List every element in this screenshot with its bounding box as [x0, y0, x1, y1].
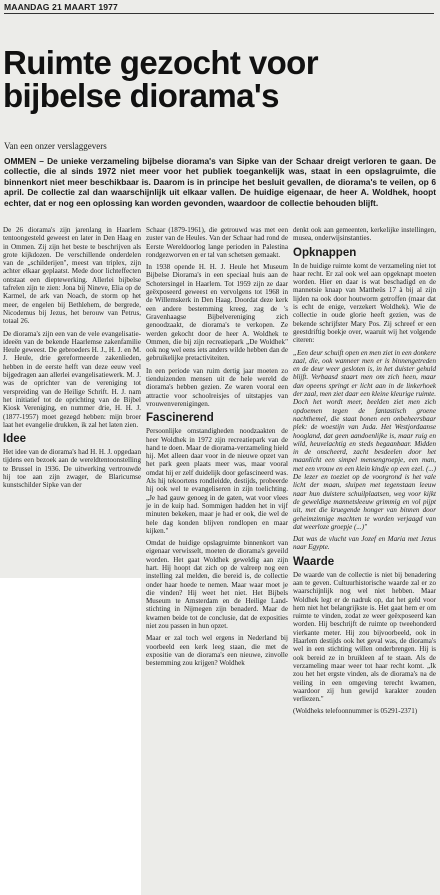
paragraph: De 26 diorama's zijn jarenlang in Haarlem tentoongesteld geweest en later in Den Haag en in Ommen. Zij zijn het beste te beschrijven als grote kijkdozen. De verschillende onderdelen van de „schilderijen", meest van triplex, zijn achter elkaar geplaatst. Mede door lichteffecten ontstaat een dieptewerking. Allerlei bijbelse tafrelen zijn te zien: Jona bij Nineve, Elia op de Karmel, de ark van Noach, de storm op het meer, de engelen bij Bethlehem, de bergrede, Nicodemus bij Jezus, het berouw van Petrus, totaal 26.	[3, 226, 141, 326]
subheading-idee: Idee	[3, 433, 27, 446]
dateline: MAANDAG 21 MAART 1977	[4, 2, 434, 14]
subheading-fascinerend: Fascinerend	[146, 412, 214, 425]
paragraph: Het idee van de diorama's had H. H. J. opgedaan tijdens een bezoek aan de wereldtentoonstelling te Brussel in 1936. De uitwerking vertrouwde hij toe aan zijn zwager, de Blaricumse kunstschilder Sipke van der	[3, 448, 141, 490]
paragraph: Omdat de huidige opslagruimte binnenkort van eigenaar verwisselt, moeten de diorama's geveild worden. Het gaat Woldhek geweldig aan zijn hart. Hij hoopt dat zich op de valreep nog een instelling zal melden, die bereid is, de collectie onder haar hoede te nemen. Maar waar moet je die vinden? Hij weet het niet. Het Bijbels Museum te Amsterdam en de Heilige Land-stichting in Nijmegen zijn benaderd. Maar de kwamen beide tot de conclusie, dat de exposities niet zou passen in hun opzet.	[146, 539, 288, 631]
lead-paragraph: OMMEN – De unieke verzameling bijbelse diorama's van Sipke van der Schaar dreigt verloren te gaan. De collectie, die al sinds 1972 niet meer voor het publiek toegankelijk was, staat in een opslagruimte, die binnenkort niet meer beschikbaar is. Daarom is in principe het besluit gevallen, de diorama's te veilen, op 6 april. De collectie zal dan waarschijnlijk uit elkaar vallen. De huidige eigenaar, de heer A. Woldhek, hoopt echter, dat er nog een oplossing kan worden gevonden, waardoor de collectie behouden blijft.	[4, 156, 436, 208]
paragraph: denkt ook aan gemeenten, kerkelijke instellingen, musea, onderwijsinstanties.	[293, 226, 436, 243]
headline: Ruimte gezocht voor bijbelse diorama's	[3, 44, 318, 114]
quote-paragraph: „Een deur schuift open en men ziet in een donkere zaal, die, ook wanneer men er is binnengetreden en de deur weer gesloten is, in het duister gehuld blijft. Verbaasd staart men om zich heen, maar dan opeens springt er licht aan in de linkerhoek der zaal, men ziet daar een kleine kleurige ruimte. Doch het wordt meer, beelden ziet men zich opdoemen tegen de fantastisch groene nachthemel, die staat bonen een onbeheersbaar plek: de woestijn van Juda. Het Westjordaanse hoogland, dat geen aandoenlijke is, maar ruig en wild, heuvelachtig en steds begaanbaar. Midden in de onscheerd, zacht besdeelen door het maanlicht een simpel mensengroepje, een man, met een vrouw en een klein kindje op een ezel. (...) De lezer en toeziet op de voorgrond is het vale licht der maan, sluipen met tegenstaan leeuw naar hun duistere schuilplaatsen, weg voor kijkt de geweldige mannetsleeuw grimmig en vol pijpt uit, met die kruegende honger van binnen door geheimzinnige machten te worden verjaagd van dat weerloze groepje (...)"	[293, 348, 436, 531]
subheading-waarde: Waarde	[293, 555, 335, 568]
paragraph: In een periode van ruim dertig jaar moeten zo tienduizenden mensen uit de hele wereld de diorama's hebben gezien. Ze waren vooral een attractie voor schoolreisjes of uitstapjes van vrouwenverenigingen.	[146, 366, 288, 408]
paragraph: (Woldheks telefoonnummer is 05291-2371)	[293, 707, 418, 716]
subheading-opknappen: Opknappen	[293, 246, 357, 259]
paragraph: Maar er zal toch wel ergens in Nederland bij voorbeeld een kerk leeg staan, die met de expositie van de diorama's een nieuwe, zinvolle bestemming zou krijgen? Woldhek	[146, 634, 288, 668]
quote-paragraph: Dat was de vlucht van Jozef en Maria met Jezus naar Egypte.	[293, 535, 436, 552]
column-1	[3, 226, 141, 494]
paragraph: De diorama's zijn een van de vele evangelisatieideeën van de bekende Haarlemse zakenfamilie Heule geweest. De gebroeders H. J., H. J. en M. J. Heule, drie gereformeerde zakenlieden, hebben in de eerste helft van deze eeuw veel bijgedragen aan allerlei evangelisatiewerk. M. J. was de oprichter van de vereniging tot verspreiding van de Heilige Schrift. H. J. nam het initiatief tot de oprichting van de Bijbel Kiosk Vereniging, en nummer drie, H. H. J. (1877-1957) moet gezegd hebben: mijn broer laat het evangelie drukken, ik zal het laten zien.	[3, 329, 141, 429]
paragraph: De waarde van de collectie is niet bij benadering aan te geven. Cultuurhistorische waarde zal er zo waarschijnlijk nog wel niet hebben. Maar Woldhek legt er de nadruk op, dat het geld voor hem niet het belangrijkste is. Het gaat hem er om ruimte te vinden, zodat ze weer geëxposeerd kan worden. Hij beschrijft de ruimte op tweehonderd vierkante meter. Hij zou bijvoorbeeld, ook in Haarlem destijds ook het geval was, de diorama's wel in een stichting willen onderbrengen. Hij is ook bereid ze in bruikleen af te staan. Als de verzameling maar weer tot haar recht komt. „Ik zou het het ergste vinden, als de diorama's na de veiling in een omgeving terecht kwamen, waardoor zij hun gewijd karakter zouden verliezen."	[293, 570, 436, 704]
column-3	[293, 226, 436, 720]
column-2	[146, 226, 288, 672]
paragraph: In 1938 opende H. H. J. Heule het Museum Bijbelse Diorama's in een speciaal huis aan de Schotersingel in Haarlem. Tot 1959 zijn ze daar geëxposeerd geweest en vervolgens tot 1968 in de Willemskerk in Den Haag. Doordat deze kerk een andere bestemming kreeg, zag de 's Gravenhaagse Bijbelvereniging zich genoodzaakt, de diorama's te verkopen. Ze werden gekocht door de heer A. Woldhek te Ommen, die bij zijn recreatiepark „De Woldhek" ook nog wel eens iets anders wilde hebben dan de gebruikelijke pretactiviteiten.	[146, 263, 288, 363]
byline: Van een onzer verslaggevers	[4, 141, 107, 151]
blank-area	[0, 578, 141, 895]
paragraph: In de huidige ruimte komt de verzameling niet tot haar recht. Er zal ook wel aan opgeknapt moeten worden. Hier en daar is wat beschadigd en de mannetsie knaap van Mattheüs 17 à bij al zijn lijden na ook door houtworm getroffen (maar dat is echt de enige, verzekert Woldhek). Wie de collectie in oude glorie heeft gezien, was de bekende schrijfster Mary Pos. Zij schreef er een geestdriftig boekje over, waaruit wij het volgende citeren:	[293, 261, 436, 345]
paragraph: Schaar (1879-1961), die getrouwd was met een zuster van de Heules. Van der Schaar had rond de Eerste Wereldoorlog lange perioden in Palestina rondgezworven en er tal van schetsen gemaakt.	[146, 226, 288, 259]
paragraph: Persoonlijke omstandigheden noodzaakten de heer Woldhek in 1972 zijn recreatiepark van de hand te doen. Maar de diorama-verzameling hield hij. Met alleen daar voor in de nieuwe opzet van het park geen plaats meer was, maar vooral omdat hij er zelf duidelijk door gefascineerd was. Als hij tekoortens rondleidde, destijds, probeerde hij ook wel te evangeliseren in zijn toelichting. „Je had gauw genoeg in de gaten, wat voor vlees je in de kuip had. Sommigen hadden het in vijf minuten bekeken, maar je had er ook, die wel de hele dag konden blijven rondlopen en maar kijken."	[146, 427, 288, 535]
